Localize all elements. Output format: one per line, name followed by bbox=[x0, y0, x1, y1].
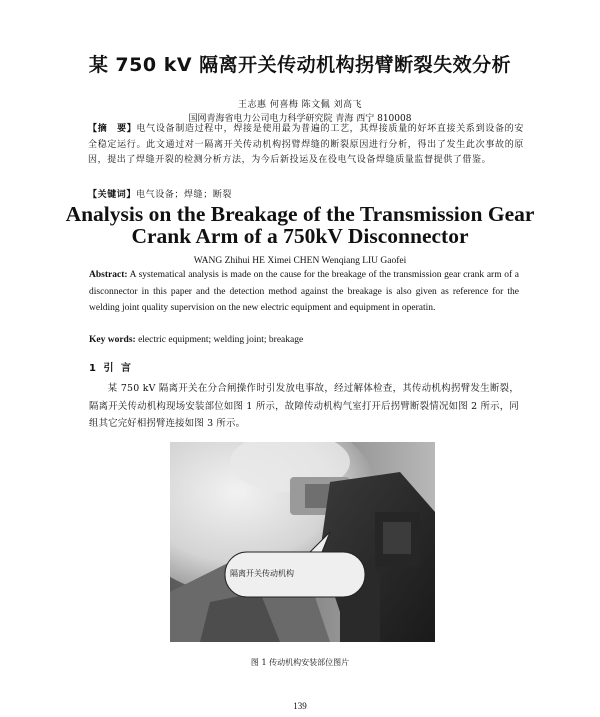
english-title bbox=[0, 203, 600, 247]
figure-photo bbox=[170, 442, 435, 642]
chinese-keywords-label: 【关键词】 bbox=[88, 190, 137, 200]
page-number: 139 bbox=[293, 701, 307, 711]
english-keywords-label: Key words: bbox=[89, 335, 136, 345]
english-abstract bbox=[89, 267, 519, 317]
chinese-abstract bbox=[88, 122, 524, 169]
english-authors: WANG Zhihui HE Ximei CHEN Wenqiang LIU Gaofei bbox=[193, 256, 407, 266]
chinese-affiliation: 国网青海省电力公司电力科学研究院 青海 西宁 810008 bbox=[188, 114, 412, 124]
english-abstract-text: A systematical analysis is made on the cause for the breakage of the transmission gear crank arm of a disconnector in this paper and the detection method against the breakage is also given as reference for the welding joint quality supervision on the new electric equipment and equipment in operatin. bbox=[89, 270, 519, 314]
figure-callout-label: 隔离开关传动机构 bbox=[230, 569, 294, 578]
english-keywords bbox=[89, 335, 303, 345]
english-title-line1: Analysis on the Breakage of the Transmission Gear bbox=[65, 202, 535, 226]
english-keywords-text: electric equipment; welding joint; breakage bbox=[135, 335, 304, 345]
english-abstract-label: Abstract: bbox=[89, 270, 128, 280]
chinese-abstract-text: 电气设备制造过程中，焊接是使用最为普遍的工艺，其焊接质量的好坏直接关系到设备的安全稳定运行。此文通过对一隔离开关传动机构拐臂焊缝的断裂原因进行分析，得出了发生此次事故的原因，提出了焊缝开裂的检测分析方法，为今后新投运及在役电气设备焊缝质量监督提供了借鉴。 bbox=[88, 124, 524, 165]
chinese-keywords bbox=[88, 187, 232, 200]
chinese-authors: 王志惠 何喜梅 陈文佩 刘高飞 bbox=[237, 100, 363, 110]
section-body: 某 750 kV 隔离开关在分合闸操作时引发放电事故，经过解体检查，其传动机构拐臂发生断裂，隔离开关传动机构现场安装部位如图 1 所示，故障传动机构气室打开后拐臂断裂情况如图 2 所示，同组其它完好相拐臂连接如图 3 所示。 bbox=[89, 383, 519, 429]
chinese-keywords-text: 电气设备；焊缝；断裂 bbox=[136, 190, 233, 200]
chinese-abstract-label: 【摘 要】 bbox=[88, 124, 137, 134]
figure-caption: 图 1 传动机构安装部位图片 bbox=[250, 658, 350, 667]
disconnector-photo-image bbox=[170, 442, 435, 642]
english-title-line2: Crank Arm of a 750kV Disconnector bbox=[131, 224, 469, 248]
section-heading: 1 引 言 bbox=[89, 363, 133, 374]
chinese-title: 某 750 kV 隔离开关传动机构拐臂断裂失效分析 bbox=[88, 54, 512, 76]
